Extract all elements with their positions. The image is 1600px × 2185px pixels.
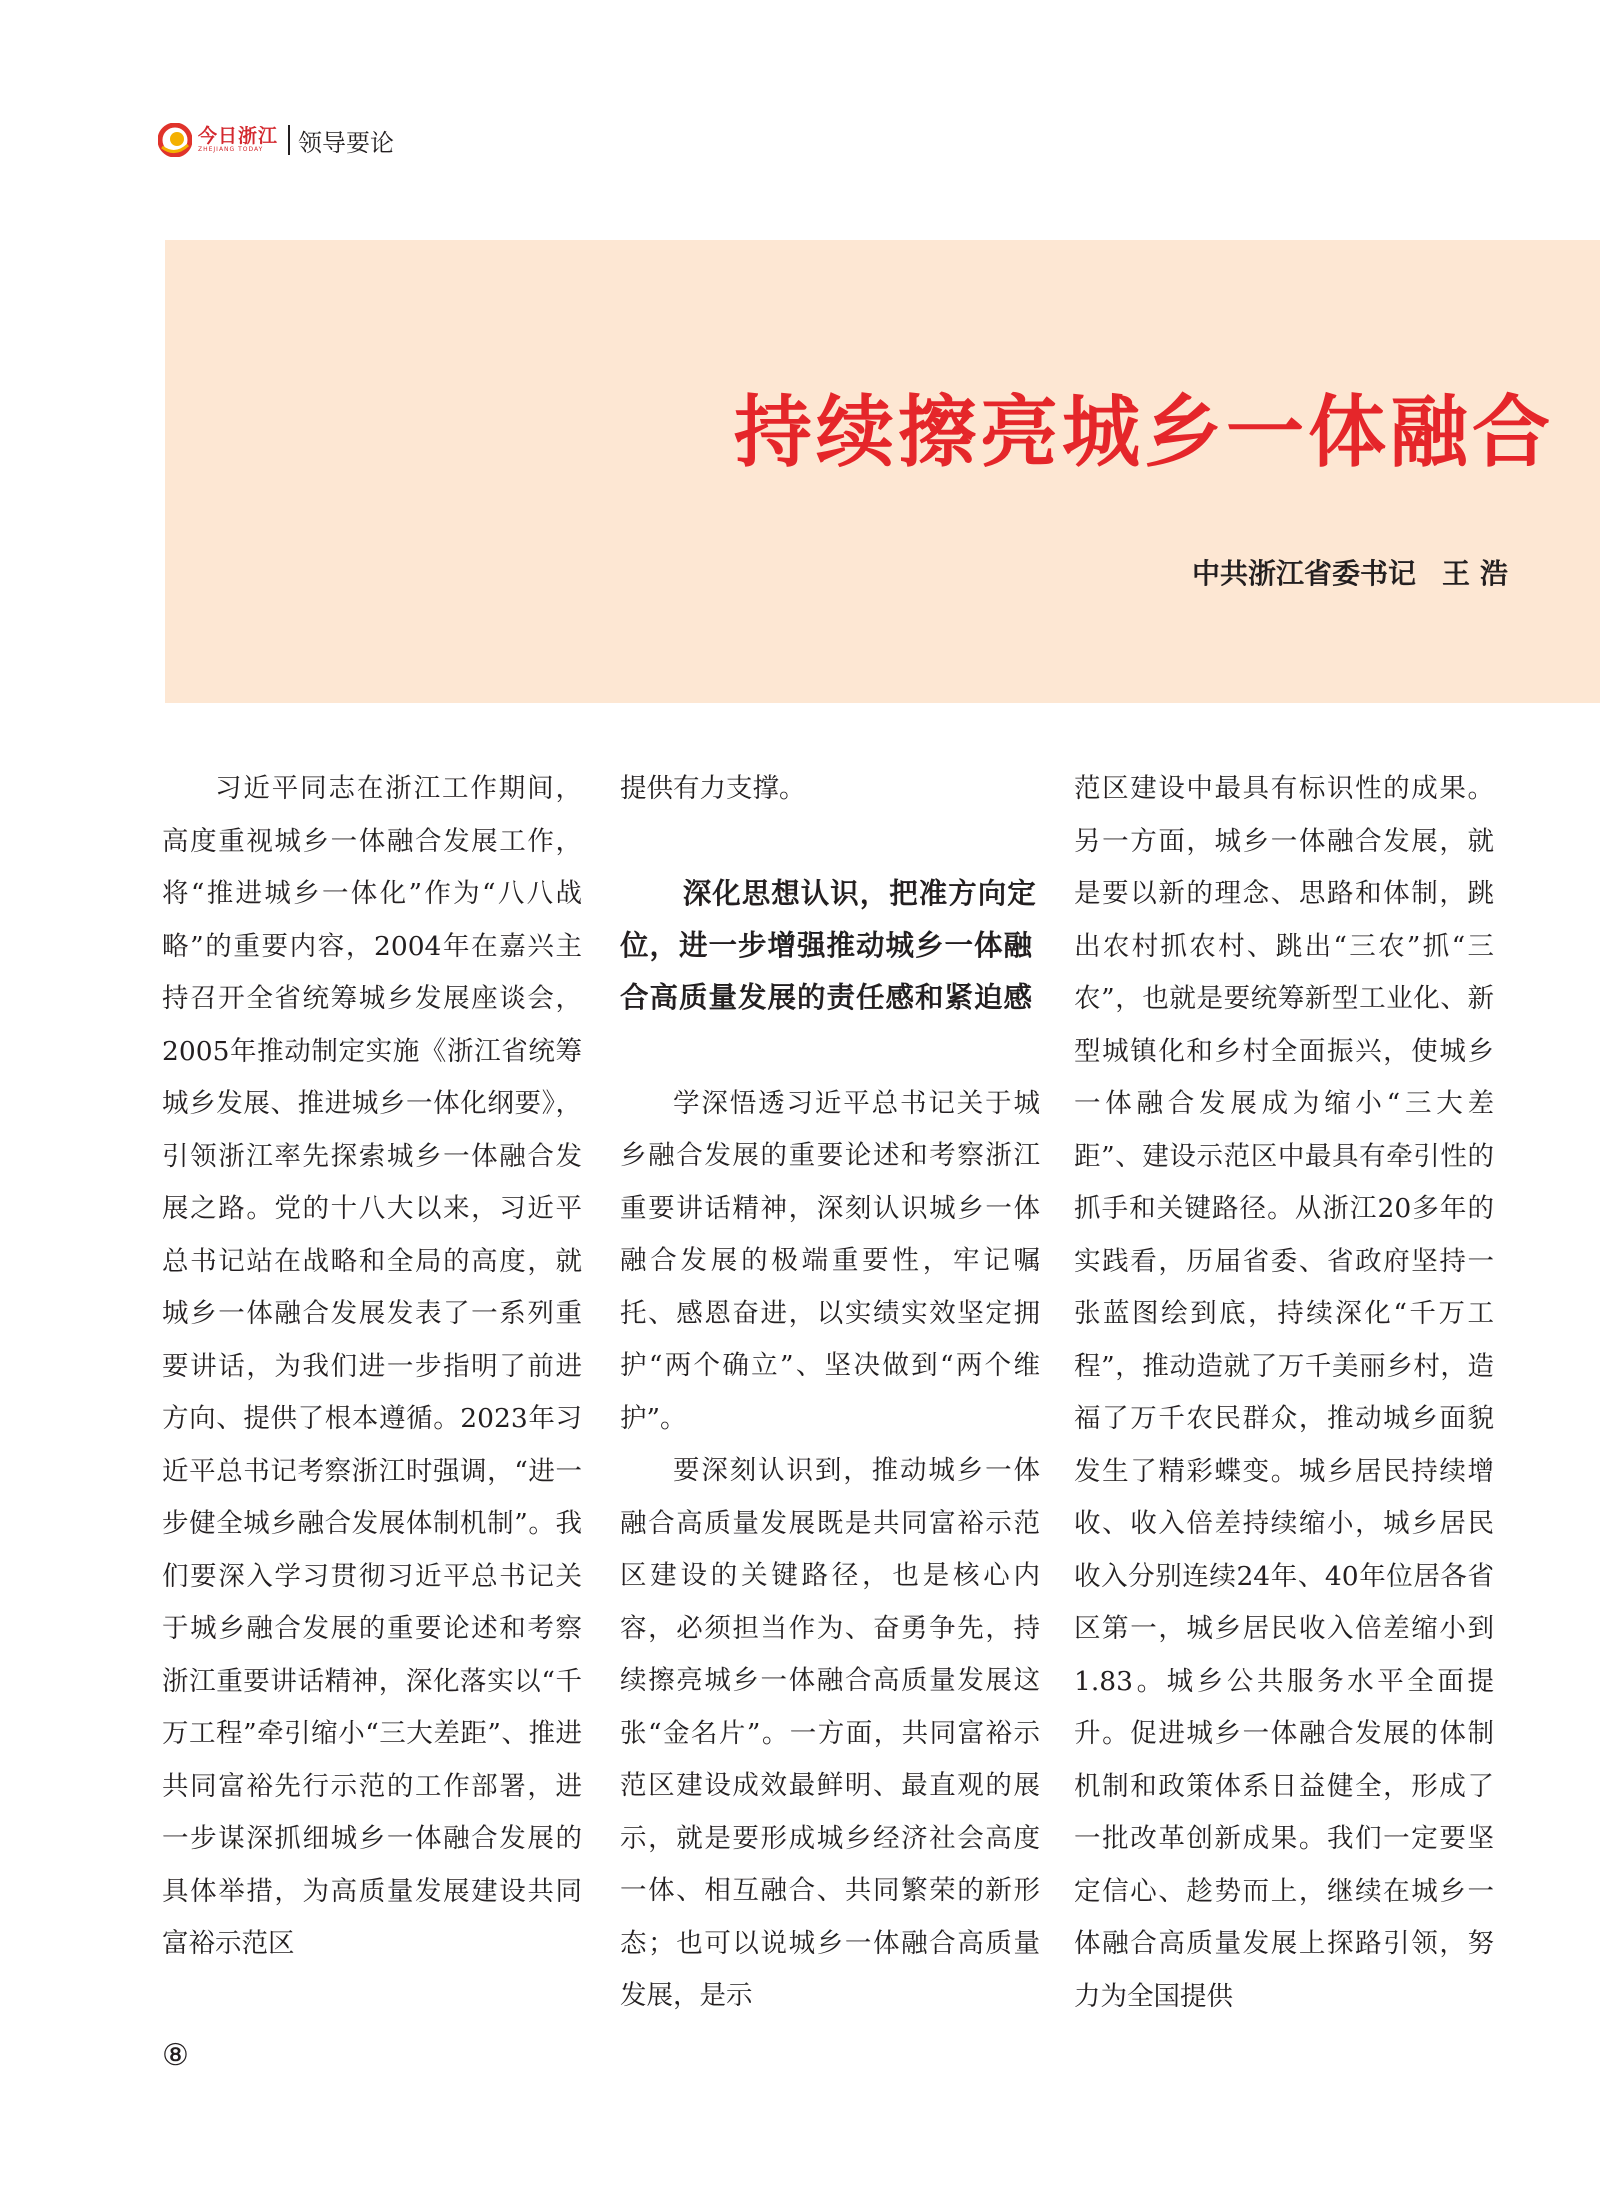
author-byline xyxy=(1192,552,1518,592)
section-label: 领导要论 xyxy=(298,128,395,157)
page-number: ⑧ xyxy=(162,2038,189,2073)
paragraph: 习近平同志在浙江工作期间，高度重视城乡一体融合发展工作，将“推进城乡一体化”作为“八八战略”的重要内容，2004年在嘉兴主持召开全省统筹城乡发展座谈会，2005年推动制定实施《浙江省统筹城乡发展、推进城乡一体化纲要》，引领浙江率先探索城乡一体融合发展之路。党的十八大以来，习近平总书记站在战略和全局的高度，就城乡一体融合发展发表了一系列重要讲话，为我们进一步指明了前进方向、提供了根本遵循。2023年习近平总书记考察浙江时强调，“进一步健全城乡融合发展体制机制”。我们要深入学习贯彻习近平总书记关于城乡融合发展的重要论述和考察浙江重要讲话精神，深化落实以“千万工程”牵引缩小“三大差距”、推进共同富裕先行示范的工作部署，进一步谋深抓细城乡一体融合发展的具体举措，为高质量发展建设共同富裕示范区 xyxy=(162,773,582,1959)
header-divider xyxy=(288,125,290,155)
logo-en-text: ZHEJIANG TODAY xyxy=(198,146,264,153)
body-column-2 xyxy=(620,763,1040,2023)
paragraph: 要深刻认识到，推动城乡一体融合高质量发展既是共同富裕示范区建设的关键路径，也是核心内容，必须担当作为、奋勇争先，持续擦亮城乡一体融合高质量发展这张“金名片”。一方面，共同富裕示范区建设成效最鲜明、最直观的展示，就是要形成城乡经济社会高度一体、相互融合、共同繁荣的新形态；也可以说城乡一体融合高质量发展，是示 xyxy=(620,1455,1040,2011)
paragraph: 学深悟透习近平总书记关于城乡融合发展的重要论述和考察浙江重要讲话精神，深刻认识城乡一体融合发展的极端重要性，牢记嘱托、感恩奋进，以实绩实效坚定拥护“两个确立”、坚决做到“两个维护”。 xyxy=(620,1087,1040,1434)
paragraph-continuation: 范区建设中最具有标识性的成果。另一方面，城乡一体融合发展，就是要以新的理念、思路和体制，跳出农村抓农村、跳出“三农”抓“三农”，也就是要统筹新型工业化、新型城镇化和乡村全面振兴，使城乡一体融合发展成为缩小“三大差距”、建设示范区中最具有牵引性的抓手和关键路径。从浙江20多年的实践看，历届省委、省政府坚持一张蓝图绘到底，持续深化“千万工程”，推动造就了万千美丽乡村，造福了万千农民群众，推动城乡面貌发生了精彩蝶变。城乡居民持续增收、收入倍差持续缩小，城乡居民收入分别连续24年、40年位居各省区第一，城乡居民收入倍差缩小到1.83。城乡公共服务水平全面提升。促进城乡一体融合发展的体制机制和政策体系日益健全，形成了一批改革创新成果。我们一定要坚定信心、趁势而上，继续在城乡一体融合高质量发展上探路引领，努力为全国提供 xyxy=(1074,773,1494,2012)
section-heading: 深化思想认识，把准方向定位，进一步增强推动城乡一体融合高质量发展的责任感和紧迫感 xyxy=(620,876,1037,1014)
zhejiang-today-logo-icon xyxy=(158,123,192,157)
body-column-3 xyxy=(1074,763,1494,2023)
page-header xyxy=(158,118,394,162)
article-title: 持续擦亮城乡一体融合 xyxy=(733,388,1554,478)
body-column-1 xyxy=(162,763,582,1971)
logo-cn-text: 今日浙江 xyxy=(198,125,279,147)
title-block xyxy=(165,240,1600,703)
author-name: 王浩 xyxy=(1441,557,1518,590)
logo-wordmark xyxy=(198,126,278,154)
paragraph-continuation: 提供有力支撑。 xyxy=(620,773,806,804)
author-role: 中共浙江省委书记 xyxy=(1191,557,1416,590)
